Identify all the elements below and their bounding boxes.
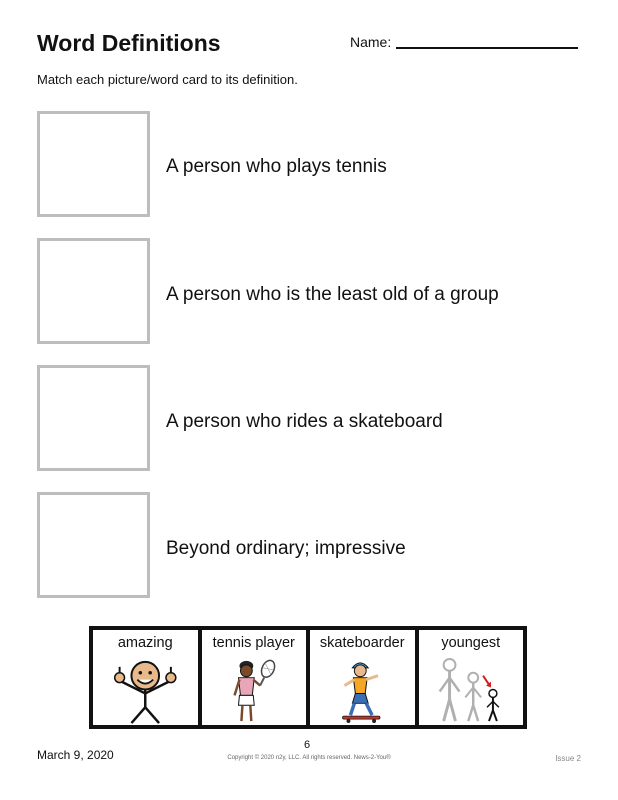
definition-1: A person who plays tennis bbox=[166, 156, 387, 177]
word-card-tennis-player[interactable] bbox=[202, 630, 311, 725]
definition-2: A person who is the least old of a group bbox=[166, 284, 499, 305]
answer-box-2[interactable] bbox=[37, 238, 150, 344]
definition-3: A person who rides a skateboard bbox=[166, 411, 443, 432]
word-card-amazing[interactable] bbox=[93, 630, 202, 725]
copyright-notice: Copyright © 2020 n2y, LLC. All rights reserved. News-2-You® bbox=[227, 755, 391, 761]
card-label: youngest bbox=[441, 635, 501, 651]
instructions: Match each picture/word card to its definition. bbox=[37, 72, 298, 87]
amazing-person-icon bbox=[93, 656, 198, 725]
issue-label: Issue 2 bbox=[555, 754, 581, 763]
page-title: Word Definitions bbox=[37, 30, 221, 56]
word-card-youngest[interactable] bbox=[419, 630, 524, 725]
word-card-strip bbox=[89, 626, 527, 729]
word-card-skateboarder[interactable] bbox=[310, 630, 419, 725]
name-label: Name: bbox=[350, 34, 392, 50]
definition-4: Beyond ordinary; impressive bbox=[166, 538, 406, 559]
answer-box-4[interactable] bbox=[37, 492, 150, 598]
tennis-player-icon bbox=[202, 656, 307, 725]
skateboarder-icon bbox=[310, 656, 415, 725]
card-label: amazing bbox=[117, 635, 173, 651]
answer-box-3[interactable] bbox=[37, 365, 150, 471]
card-label: skateboarder bbox=[319, 635, 405, 651]
card-label: tennis player bbox=[212, 635, 295, 651]
footer-date: March 9, 2020 bbox=[37, 748, 114, 762]
page-number: 6 bbox=[304, 739, 311, 751]
youngest-family-icon bbox=[419, 656, 524, 725]
answer-box-1[interactable] bbox=[37, 111, 150, 217]
name-input-line[interactable] bbox=[396, 47, 578, 49]
